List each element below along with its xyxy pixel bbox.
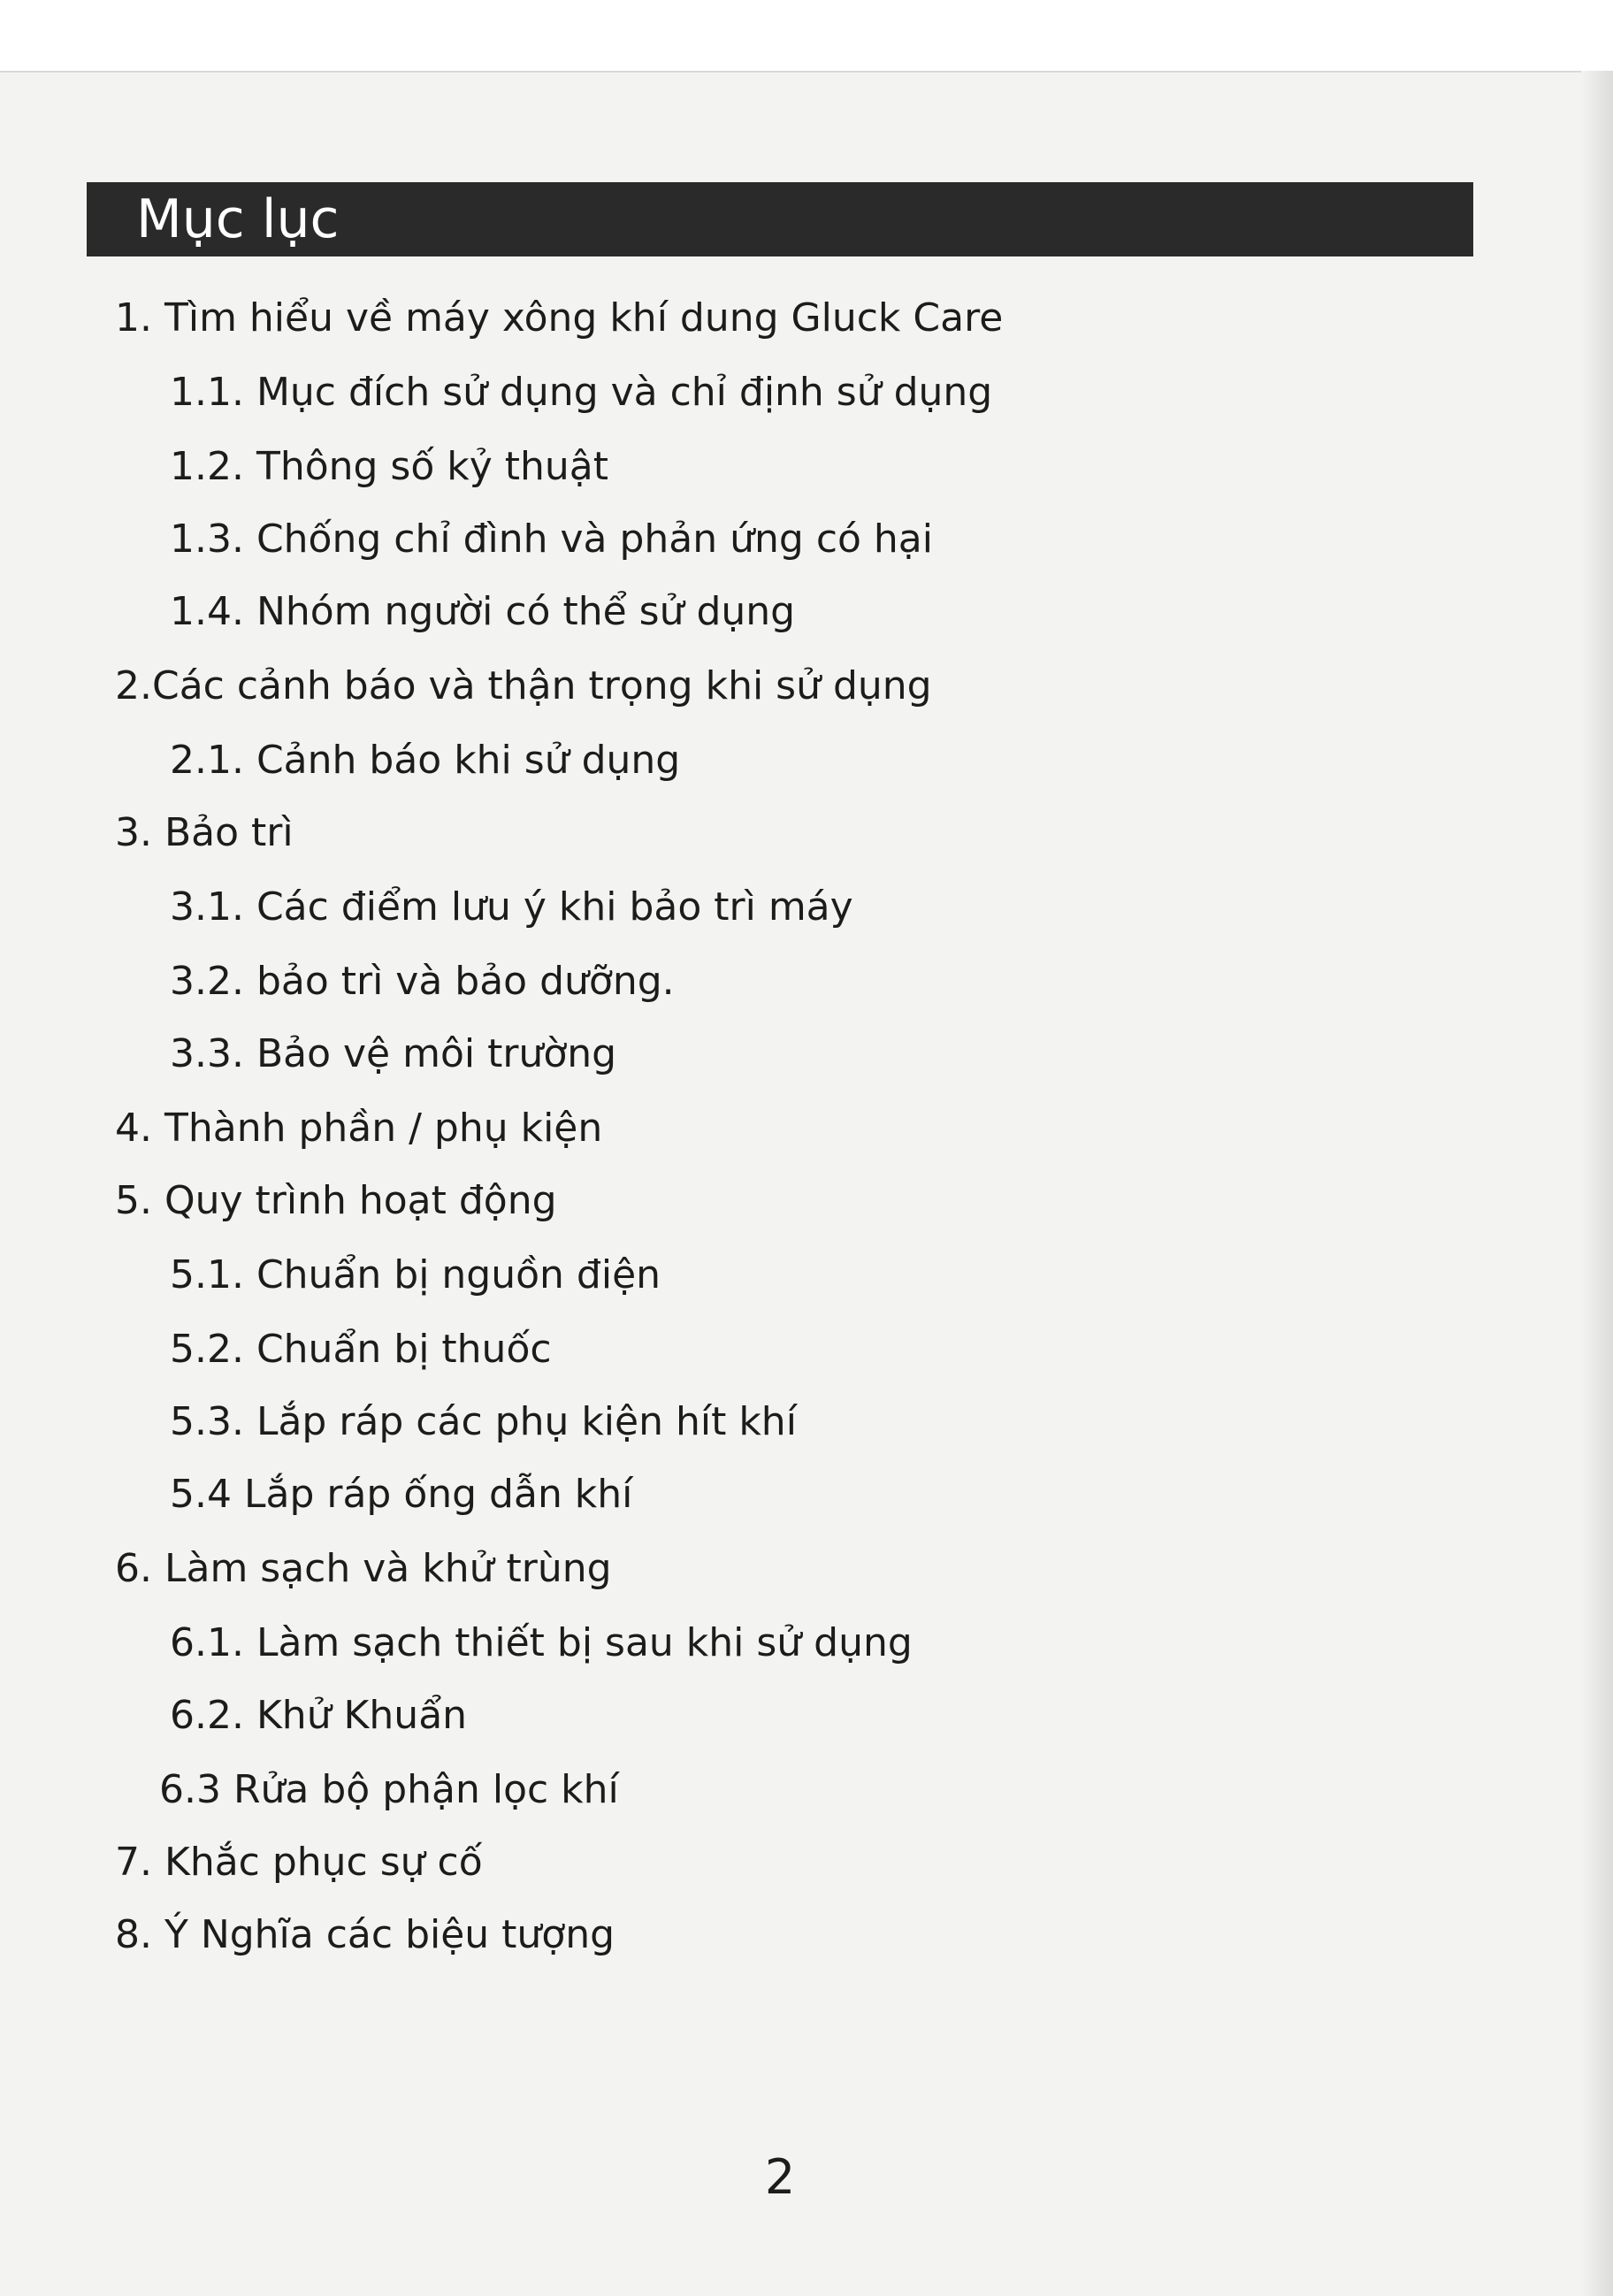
toc-item: 5.4 Lắp ráp ống dẫn khí — [170, 1472, 633, 1517]
toc-item: 1. Tìm hiểu về máy xông khí dung Gluck Care — [115, 295, 1004, 341]
toc-item: 7. Khắc phục sự cố — [115, 1840, 483, 1885]
toc-item: 6.2. Khử Khuẩn — [170, 1693, 468, 1738]
toc-item: 1.3. Chống chỉ đình và phản ứng có hại — [170, 517, 933, 562]
toc-item: 3.2. bảo trì và bảo dưỡng. — [170, 959, 675, 1004]
toc-item: 1.1. Mục đích sử dụng và chỉ định sử dụng — [170, 370, 993, 415]
toc-item: 5.2. Chuẩn bị thuốc — [170, 1327, 552, 1372]
toc-item: 5.3. Lắp ráp các phụ kiện hít khí — [170, 1399, 797, 1444]
toc-item: 5.1. Chuẩn bị nguồn điện — [170, 1252, 661, 1297]
toc-item: 1.4. Nhóm người có thể sử dụng — [170, 589, 796, 634]
toc-item: 1.2. Thông số kỷ thuật — [170, 444, 609, 489]
toc-item: 3.1. Các điểm lưu ý khi bảo trì máy — [170, 884, 853, 930]
toc-item: 6.1. Làm sạch thiết bị sau khi sử dụng — [170, 1620, 913, 1665]
toc-item: 2.Các cảnh báo và thận trọng khi sử dụng — [115, 663, 932, 708]
toc-item: 2.1. Cảnh báo khi sử dụng — [170, 738, 681, 783]
toc-item: 6. Làm sạch và khử trùng — [115, 1546, 612, 1591]
toc-item: 4. Thành phần / phụ kiện — [115, 1106, 603, 1151]
toc-item: 6.3 Rửa bộ phận lọc khí — [159, 1767, 619, 1812]
toc-item: 5. Quy trình hoạt động — [115, 1178, 557, 1223]
toc-item: 3. Bảo trì — [115, 810, 294, 855]
page-number: 2 — [764, 2149, 796, 2205]
toc-item: 8. Ý Nghĩa các biệu tượng — [115, 1912, 615, 1957]
page-title: Mục lục — [136, 188, 340, 250]
toc-item: 3.3. Bảo vệ môi trường — [170, 1031, 617, 1076]
